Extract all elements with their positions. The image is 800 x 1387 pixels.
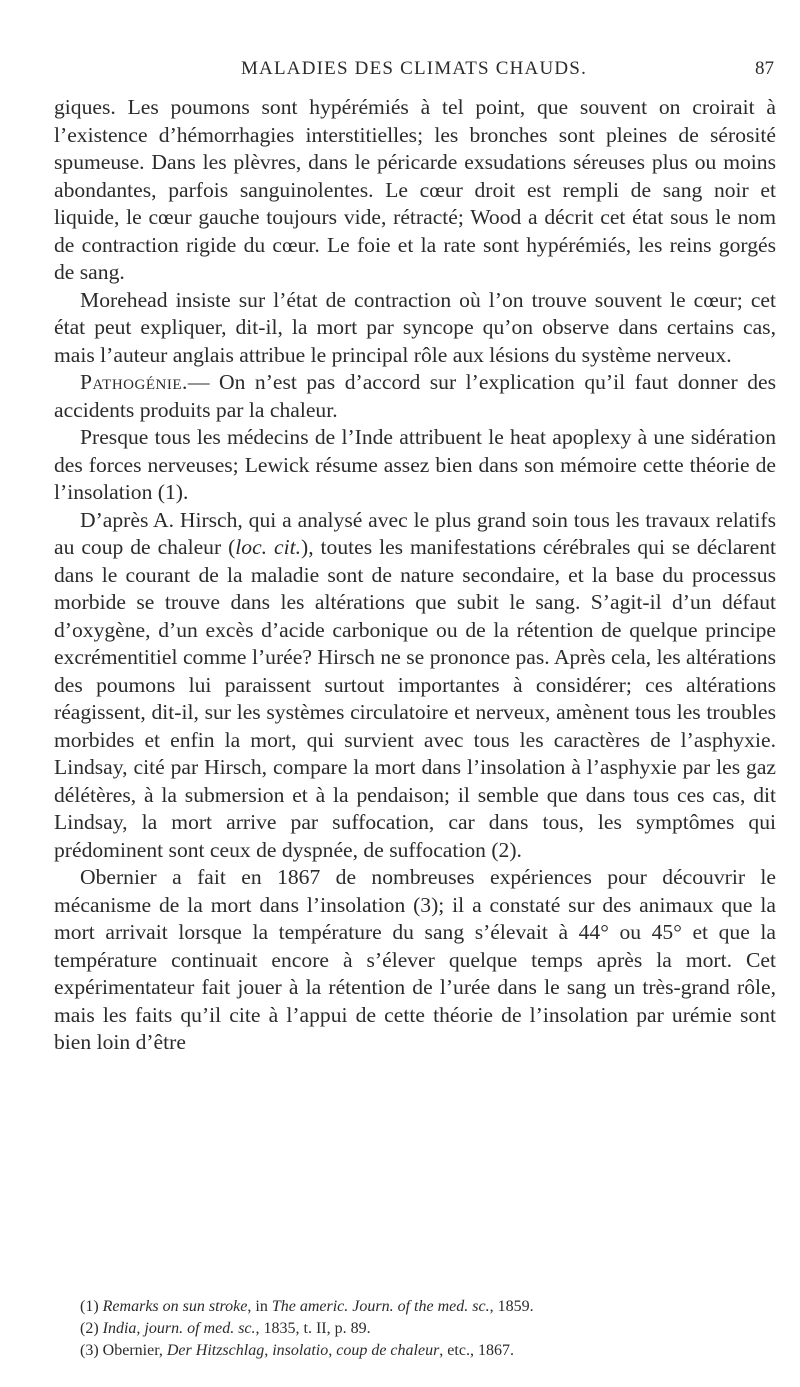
footnote-3-title: Der Hitzschlag, insolatio, coup de chaleur — [166, 1342, 440, 1359]
section-heading-pathogenie: Pathogénie. — [80, 370, 188, 394]
hirsch-text-a: D’après A. Hirsch, qui a analysé avec le plus grand soin tous les travaux relatifs au coup de chaleur ( — [54, 507, 776, 559]
footnote-2-journal: India, journ. of med. sc. — [102, 1320, 256, 1337]
footnote-1 — [80, 1296, 774, 1318]
running-title: MALADIES DES CLIMATS CHAUDS. — [240, 58, 588, 79]
footnote-1-number: (1) — [80, 1298, 103, 1315]
paragraph-pathogenie — [54, 369, 776, 424]
footnote-3-reference: , etc., 1867. — [439, 1342, 514, 1359]
footnote-2 — [80, 1318, 774, 1340]
footnote-1-title: Remarks on sun stroke — [102, 1298, 248, 1315]
paragraph-morehead: Morehead insiste sur l’état de contraction où l’on trouve souvent le cœur; cet état peut expliquer, dit-il, la mort par syncope qu’on observe dans certains cas, mais l’auteur anglais attribue le principal rôle aux lésions du système nerveux. — [54, 287, 776, 367]
footnote-3-number: (3) Obernier, — [80, 1342, 167, 1359]
footnote-2-number: (2) — [80, 1320, 103, 1337]
paragraph-lesions: giques. Les poumons sont hypérémiés à tel point, que souvent on croirait à l’existence d’hémorrhagies interstitielles; les bronches sont pleines de sérosité spumeuse. Dans les plèvres, dans le péricarde exsudations séreuses plus ou moins abondantes, parfois sanguinolentes. Le cœur droit est rempli de sang noir et liquide, le cœur gauche toujours vide, rétracté; Wood a décrit cet état sous le nom de contraction rigide du cœur. Le foie et la rate sont hypérémiés, les reins gorgés de sang. — [54, 95, 776, 284]
hirsch-citation: loc. cit. — [235, 535, 302, 559]
paragraph-medecins-inde: Presque tous les médecins de l’Inde attribuent le heat apoplexy à une sidération des forces nerveuses; Lewick résume assez bien dans son mémoire cette théorie de l’insolation (1). — [54, 425, 776, 504]
paragraph-hirsch — [54, 507, 776, 865]
footnote-3 — [80, 1340, 774, 1362]
footnotes — [80, 1296, 774, 1362]
footnote-1-connector: , in — [247, 1298, 272, 1315]
footnote-2-reference: , 1835, t. II, p. 89. — [255, 1320, 371, 1337]
footnote-1-year: , 1859. — [489, 1298, 534, 1315]
hirsch-text-b: ), toutes les manifestations cérébrales qui se déclarent dans le courant de la maladie sont de nature secondaire, et la base du processus morbide se trouve dans les altérations que subit le sang. S’agit-il d’un défaut d’oxygène, d’un excès d’acide carbonique ou de la rétention de quelque principe excrémentitiel comme l’urée? Hirsch ne se prononce pas. Après cela, les altérations des poumons lui paraissent surtout importantes à considérer; ces altérations réagissent, dit-il, sur les systèmes circulatoire et nerveux, amènent tous les troubles morbides et enfin la mort, qui survient avec tous les caractères de l’asphyxie. Lindsay, cité par Hirsch, compare la mort dans l’insolation à l’asphyxie par les gaz délétères, à la submersion et à la pendaison; il semble que dans tous ces cas, dit Lindsay, la mort arrive par suffocation, car dans tous, les symptômes qui prédominent sont ceux de dyspnée, de suffocation (2). — [54, 535, 776, 862]
footnote-1-journal: The americ. Journ. of the med. sc. — [271, 1298, 490, 1315]
body-text — [54, 94, 776, 1057]
paragraph-obernier: Obernier a fait en 1867 de nombreuses expériences pour découvrir le mécanisme de la mort dans l’insolation (3); il a constaté sur des animaux que la mort arrivait lorsque la température du sang s’élevait à 44° ou 45° et que la température continuait encore à s’élever quelque temps après la mort. Cet expérimentateur fait jouer à la rétention de l’urée dans le sang un très-grand rôle, mais les faits qu’il cite à l’appui de cette théorie de l’insolation par urémie sont bien loin d’être — [54, 865, 776, 1054]
page-number: 87 — [755, 58, 774, 79]
pathogenie-text: — On n’est pas d’accord sur l’explication qu’il faut donner des accidents produits par la chaleur. — [54, 370, 776, 422]
running-head — [54, 58, 774, 88]
